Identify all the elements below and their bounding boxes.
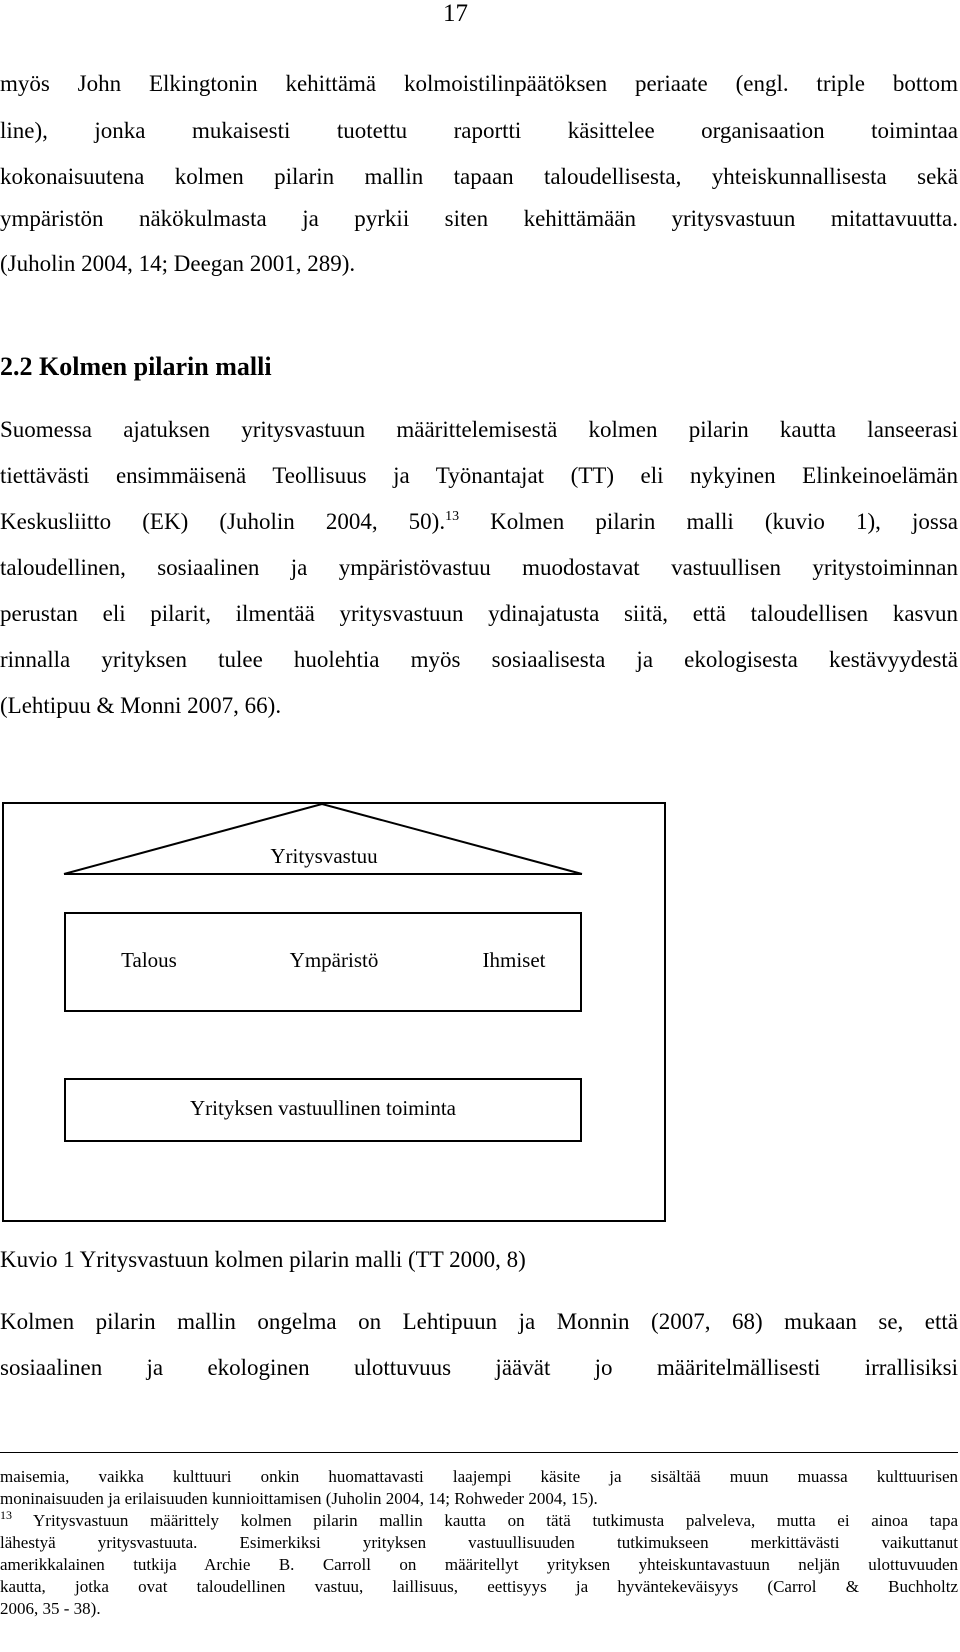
paragraph-line: perustan eli pilarit, ilmentää yritysvastuun ydinajatusta siitä, että taloudellisen kasvun [0,601,958,626]
footnote-line: maisemia, vaikka kulttuuri onkin huomattavasti laajempi käsite ja sisältää muun muassa kulttuurisen [0,1467,958,1486]
footnote-marker: 13 [0,1508,12,1522]
pillar-label: Talous [121,948,177,972]
footnote-line: 2006, 35 - 38). [0,1599,101,1618]
figure-caption: Kuvio 1 Yritysvastuun kolmen pilarin malli (TT 2000, 8) [0,1247,526,1272]
three-pillar-diagram [2,802,666,1222]
footnote-reference[interactable]: 13 [445,509,460,524]
paragraph-line: (Juholin 2004, 14; Deegan 2001, 289). [0,251,356,276]
paragraph-line: (Lehtipuu & Monni 2007, 66). [0,693,282,718]
text-run: Keskusliitto (EK) (Juholin 2004, 50). [0,509,446,534]
text-run: Kolmen pilarin malli (kuvio 1), jossa [459,509,958,534]
paragraph-line: Suomessa ajatuksen yritysvastuun määrittelemisestä kolmen pilarin kautta lanseerasi [0,417,958,442]
paragraph-line: sosiaalinen ja ekologinen ulottuvuus jäävät jo määritelmällisesti irrallisiksi [0,1355,958,1380]
section-heading: 2.2 Kolmen pilarin malli [0,352,272,381]
footnote-separator [0,1452,958,1453]
pillar-label: Ympäristö [289,948,379,972]
footnote-line: kautta, jotka ovat taloudellinen vastuu, laillisuus, eettisyys ja hyväntekeväisyys (Carrol & Buchholtz [0,1577,958,1596]
footnote-line: amerikkalainen tutkija Archie B. Carroll on määritellyt yrityksen yhteiskuntavastuun neljän ulottuvuuden [0,1555,958,1574]
paragraph-line: Kolmen pilarin mallin ongelma on Lehtipuun ja Monnin (2007, 68) mukaan se, että [0,1309,958,1334]
text-run: Yritysvastuun määrittely kolmen pilarin mallin kautta on tätä tutkimusta palveleva, mutta ei ainoa tapa [12,1511,958,1530]
base-label: Yrityksen vastuullinen toiminta [190,1096,456,1120]
footnote-line: lähestyä yritysvastuuta. Esimerkiksi yrityksen vastuullisuuden tutkimukseen merkittävästi vaikuttanut [0,1533,958,1552]
paragraph-line: line), jonka mukaisesti tuotettu raportti käsittelee organisaation toimintaa [0,118,958,143]
footnote-line: moninaisuuden ja erilaisuuden kunnioittamisen (Juholin 2004, 14; Rohweder 2004, 15). [0,1489,598,1508]
paragraph-line: tiettävästi ensimmäisenä Teollisuus ja Työnantajat (TT) eli nykyinen Elinkeinoelämän [0,463,958,488]
paragraph-line: rinnalla yrityksen tulee huolehtia myös sosiaalisesta ja ekologisesta kestävyydestä [0,647,958,672]
paragraph-line: ympäristön näkökulmasta ja pyrkii siten kehittämään yritysvastuun mitattavuutta. [0,206,958,231]
page-number: 17 [443,0,468,27]
paragraph-line: taloudellinen, sosiaalinen ja ympäristövastuu muodostavat vastuullisen yritystoiminnan [0,555,958,580]
roof-label: Yritysvastuu [270,844,378,868]
paragraph-line [0,508,958,536]
pillar-label: Ihmiset [482,948,546,972]
paragraph-line: kokonaisuutena kolmen pilarin mallin tapaan taloudellisesta, yhteiskunnallisesta sekä [0,164,958,189]
paragraph-line: myös John Elkingtonin kehittämä kolmoistilinpäätöksen periaate (engl. triple bottom [0,71,958,96]
footnote-13 [0,1510,958,1532]
